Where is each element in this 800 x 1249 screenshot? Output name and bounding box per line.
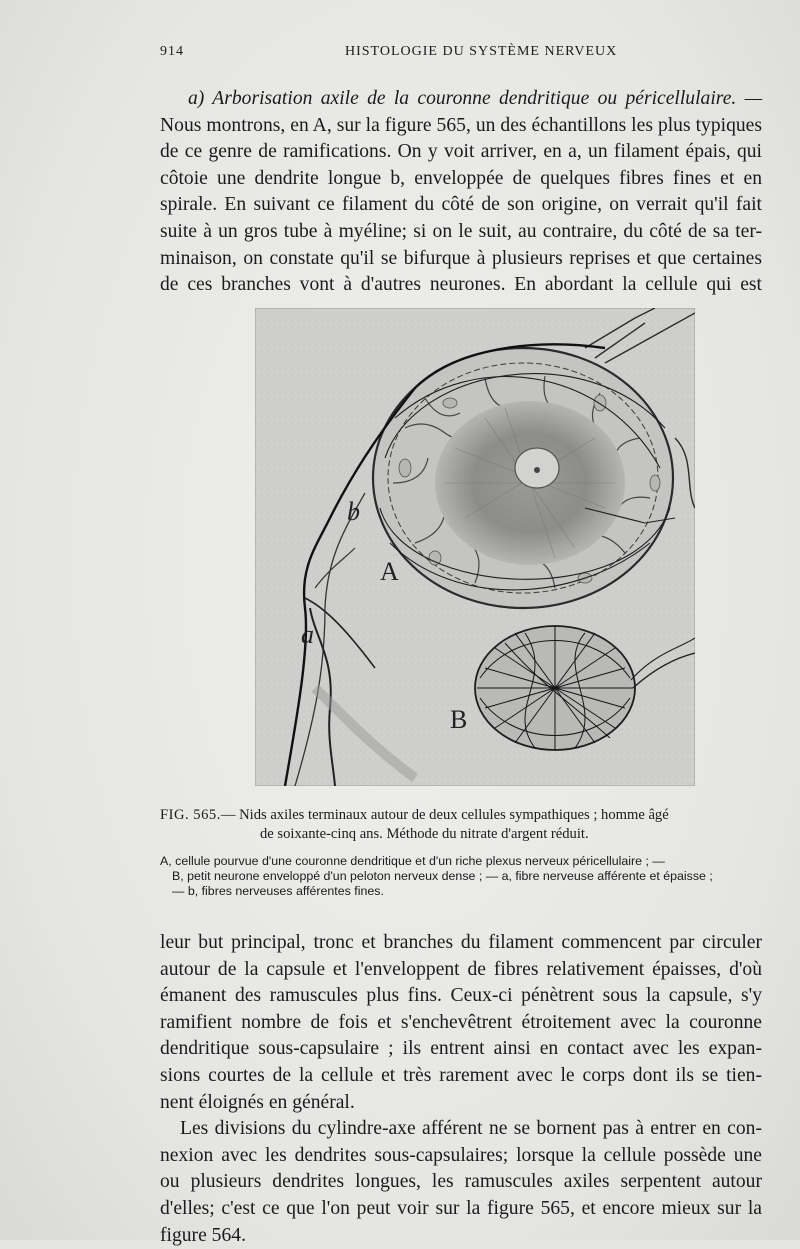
text-line: minaison, on constate qu'il se bifurque à plusieurs reprises et que certaines [160, 247, 762, 269]
text-line: leur but principal, tronc et branches du filament commencent par circuler [160, 932, 762, 953]
figure-illustration [255, 308, 695, 786]
text-line: côtoie une dendrite longue b, enveloppée de quelques fibres fines et en [160, 167, 762, 189]
legend-line: — b, fibres nerveuses afférentes fines. [172, 884, 384, 898]
running-title: HISTOLOGIE DU SYSTÈME NERVEUX [345, 44, 618, 59]
text-line: sions courtes de la cellule et très rarement avec le corps dont ils se tien- [160, 1064, 762, 1086]
label-A: A [380, 557, 399, 586]
text-line: d'elles; c'est ce que l'on peut voir sur la figure 565, et encore mieux sur la [160, 1197, 762, 1219]
text-line: suite à un gros tube à myéline; si on le suit, au contraire, du côté de sa ter- [160, 220, 762, 242]
text-line: ramifient nombre de fois et s'enchevêtrent étroitement avec la couronne [160, 1011, 762, 1033]
text-line: émanent des ramuscules plus fins. Ceux-ci pénètrent sous la capsule, s'y [160, 985, 762, 1007]
text-line: nent éloignés en général. [160, 1091, 355, 1113]
text-line: a) Arborisation axile de la couronne dendritique ou péricellulaire. — [188, 88, 762, 109]
text-line: nexion avec les dendrites sous-capsulaires; lorsque la cellule possède une [160, 1144, 762, 1166]
text-line: ou plusieurs dendrites longues, les ramuscules axiles serpentent autour [160, 1171, 762, 1193]
text-line: Les divisions du cylindre-axe afférent ne se bornent pas à entrer en con- [180, 1118, 762, 1140]
text-line: dendritique sous-capsulaire ; ils entrent ainsi en contact avec les expan- [160, 1038, 762, 1060]
cell-a [373, 348, 675, 608]
text-line: spirale. En suivant ce filament du côté de son origine, on verrait qu'il fait [160, 194, 762, 216]
bottom-paragraph [160, 930, 762, 1249]
figure-legend [160, 854, 790, 899]
figure-caption [160, 806, 770, 844]
running-header [160, 44, 760, 66]
text-line: figure 564. [160, 1224, 246, 1246]
legend-line: B, petit neurone enveloppé d'un peloton nerveux dense ; — a, fibre nerveuse afférente et épaisse ; [172, 869, 713, 883]
label-b: b [347, 497, 360, 526]
label-a: a [301, 620, 314, 649]
caption-text-2: de soixante-cinq ans. Méthode du nitrate d'argent réduit. [260, 826, 589, 842]
legend-line: A, cellule pourvue d'une couronne dendritique et d'un riche plexus nerveux péricellulaire ; — [160, 854, 665, 868]
histology-figure [255, 308, 695, 786]
text-line: autour de la capsule et l'enveloppent de fibres relativement épaisses, d'où [160, 958, 762, 980]
text-line: de ce genre de ramifications. On y voit arriver, en a, un filament épais, qui [160, 141, 762, 163]
page-number: 914 [160, 44, 184, 59]
caption-label: FIG. 565. [160, 807, 221, 823]
top-paragraph [160, 86, 762, 299]
label-B: B [450, 705, 468, 734]
text-line: de ces branches vont à d'autres neurones. En abordant la cellule qui est [160, 274, 762, 296]
caption-text-1: — Nids axiles terminaux autour de deux cellules sympathiques ; homme âgé [220, 807, 669, 823]
text-line: Nous montrons, en A, sur la figure 565, un des échantillons les plus typiques [160, 114, 762, 136]
